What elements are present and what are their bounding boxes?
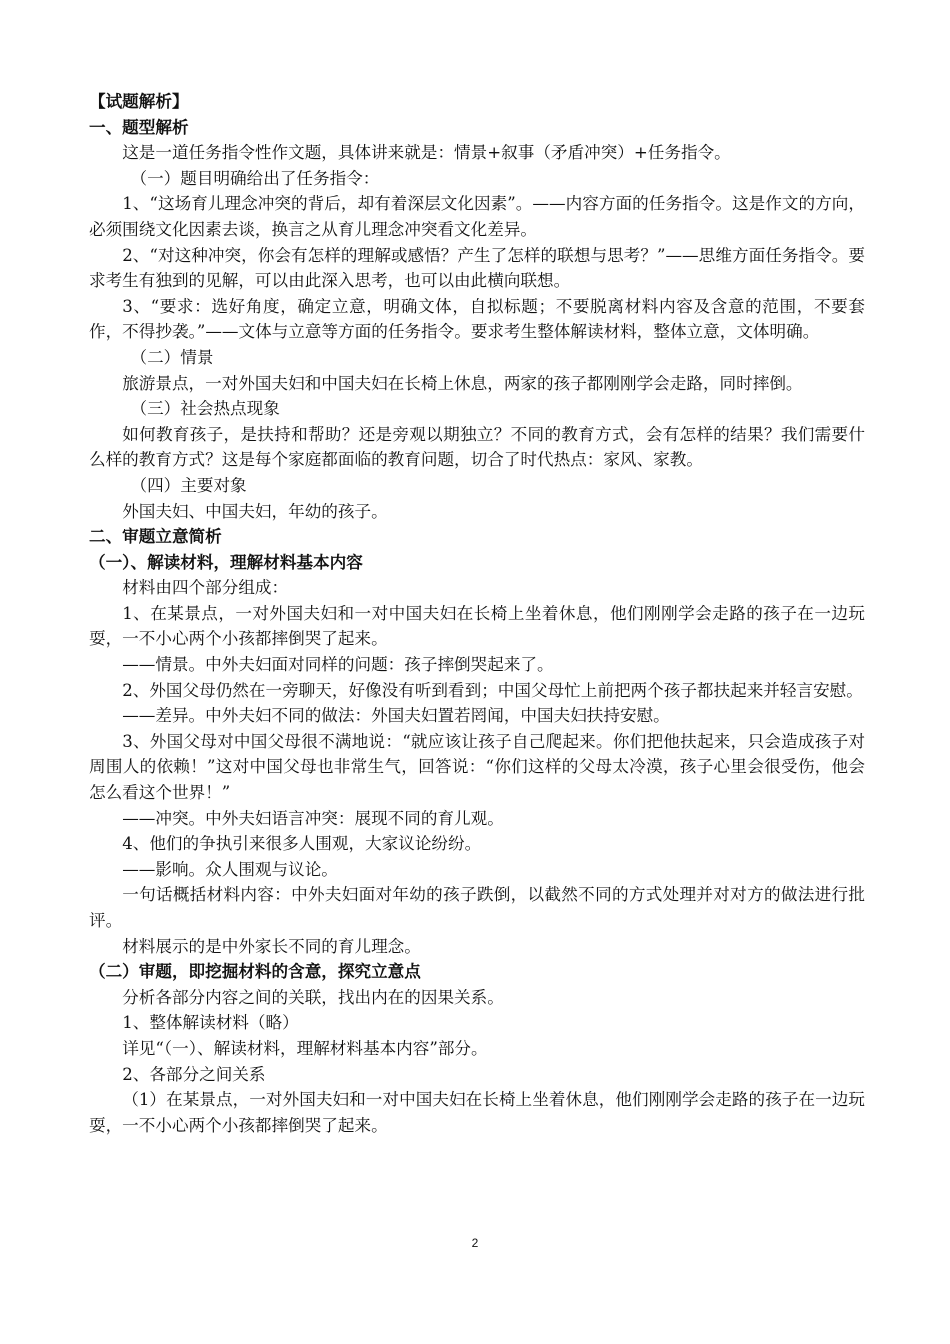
page-number: 2 [471, 1236, 479, 1250]
paragraph: 一句话概括材料内容：中外夫妇面对年幼的孩子跌倒，以截然不同的方式处理并对对方的做法进行批评。 [89, 885, 865, 930]
subsection-title: （一）、解读材料，理解材料基本内容 [89, 551, 363, 572]
note: ——差异。中外夫妇不同的做法：外国夫妇置若罔闻，中国夫妇扶持安慰。 [122, 706, 670, 726]
section-heading: 【试题解析】 [89, 91, 189, 111]
paragraph: 这是一道任务指令性作文题，具体讲来就是：情景+叙事（矛盾冲突）+任务指令。 [122, 143, 731, 163]
paragraph: 1、“这场育儿理念冲突的背后，却有着深层文化因素”。——内容方面的任务指令。这是作文的方向，必须围绕文化因素去谈，换言之从育儿理念冲突看文化差异。 [89, 194, 865, 239]
note: ——冲突。中外夫妇语言冲突：展现不同的育儿观。 [122, 808, 504, 828]
paragraph: （1）在某景点，一对外国夫妇和一对中国夫妇在长椅上坐着休息，他们刚刚学会走路的孩子在一边玩耍，一不小心两个小孩都摔倒哭了起来。 [89, 1090, 865, 1135]
document-page [89, 89, 865, 1138]
paragraph: 2、各部分之间关系 [122, 1064, 266, 1084]
section-title-2: 二、审题立意简析 [89, 526, 222, 547]
subheading: （四）主要对象 [130, 475, 247, 495]
paragraph: 如何教育孩子，是扶持和帮助？还是旁观以期独立？不同的教育方式，会有怎样的结果？我们需要什么样的教育方式？这是每个家庭都面临的教育问题，切合了时代热点：家风、家教。 [89, 424, 865, 470]
paragraph: 3、外国父母对中国父母很不满地说：“就应该让孩子自己爬起来。你们把他扶起来，只会造成孩子对周围人的依赖！”这对中国父母也非常生气，回答说：“你们这样的父母太冷漠，孩子心里会很受伤，他会怎么看这个世界！” [89, 731, 865, 803]
paragraph: 3、“要求：选好角度，确定立意，明确文体，自拟标题；不要脱离材料内容及含意的范围，不要套作，不得抄袭。”——文体与立意等方面的任务指令。要求考生整体解读材料，整体立意，文体明确。 [89, 296, 865, 342]
note: ——情景。中外夫妇面对同样的问题：孩子摔倒哭起来了。 [122, 655, 554, 675]
paragraph: 外国夫妇、中国夫妇，年幼的孩子。 [122, 501, 388, 521]
note: ——影响。众人围观与议论。 [122, 859, 338, 879]
paragraph: 材料由四个部分组成： [122, 578, 289, 598]
paragraph: 1、在某景点，一对外国夫妇和一对中国夫妇在长椅上坐着休息，他们刚刚学会走路的孩子在一边玩耍，一不小心两个小孩都摔倒哭了起来。 [89, 603, 865, 649]
paragraph: 4、他们的争执引来很多人围观，大家议论纷纷。 [122, 834, 482, 854]
paragraph: 分析各部分内容之间的关联，找出内在的因果关系。 [122, 987, 504, 1007]
paragraph: 旅游景点，一对外国夫妇和中国夫妇在长椅上休息，两家的孩子都刚刚学会走路，同时摔倒。 [122, 373, 803, 393]
paragraph: 材料展示的是中外家长不同的育儿理念。 [122, 936, 421, 956]
paragraph: 2、“对这种冲突，你会有怎样的理解或感悟？产生了怎样的联想与思考？”——思维方面任务指令。要求考生有独到的见解，可以由此深入思考，也可以由此横向联想。 [89, 245, 865, 291]
subheading: （二）情景 [130, 347, 214, 367]
subsection-title: （二）审题，即挖掘材料的含意，探究立意点 [89, 961, 421, 982]
paragraph: 详见“（一）、解读材料，理解材料基本内容”部分。 [122, 1038, 488, 1058]
subheading: （一）题目明确给出了任务指令： [130, 168, 380, 188]
subheading: （三）社会热点现象 [130, 399, 280, 419]
paragraph: 2、外国父母仍然在一旁聊天，好像没有听到看到；中国父母忙上前把两个孩子都扶起来并轻言安慰。 [122, 680, 863, 700]
paragraph: 1、整体解读材料（略） [122, 1013, 299, 1033]
section-title-1: 一、题型解析 [89, 116, 189, 137]
